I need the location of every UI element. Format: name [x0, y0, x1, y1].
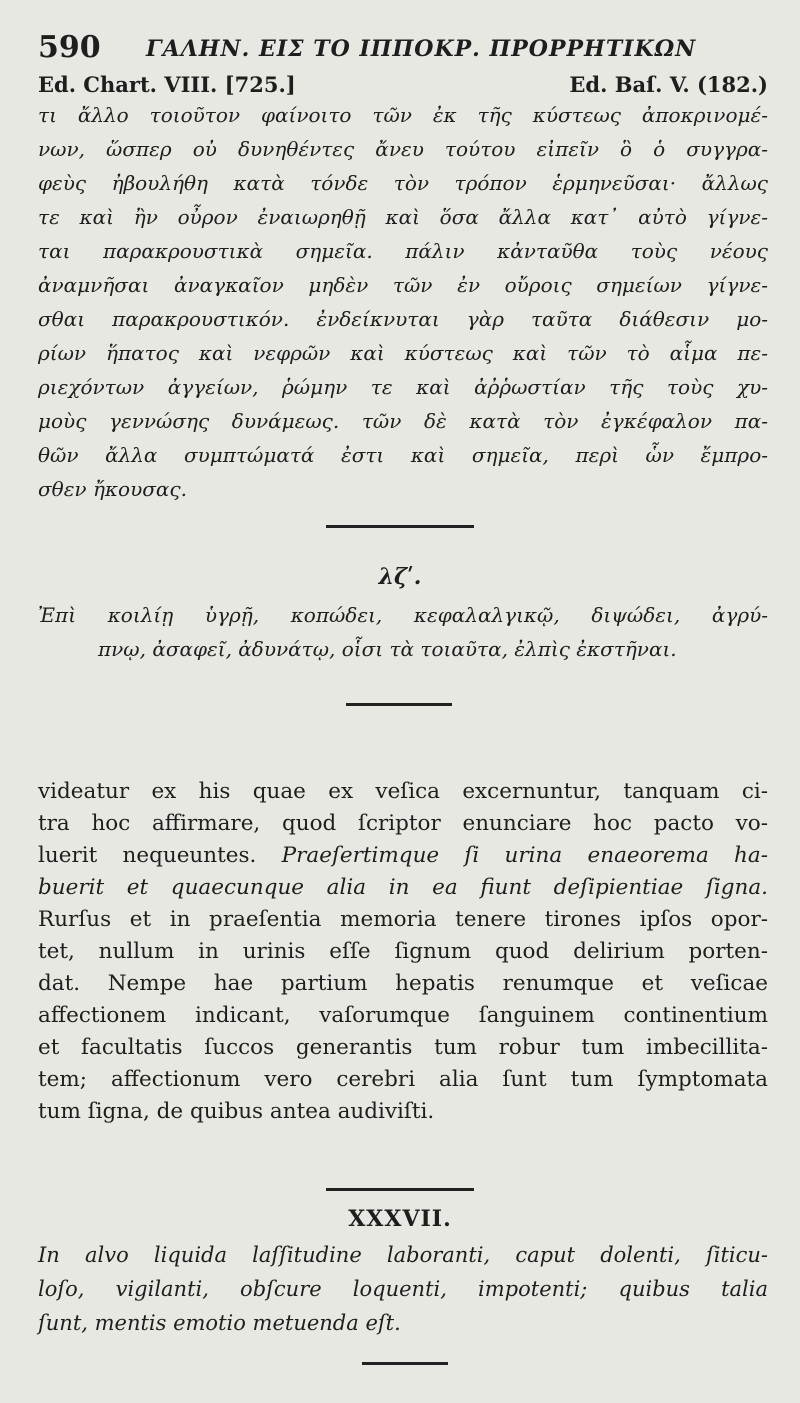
page-header: [38, 30, 768, 64]
latin-aphorism: [38, 1238, 768, 1340]
greek-commentary-line: μοὺς γεννώσης δυνάμεως. τῶν δὲ κατὰ τὸν ἐγκέφαλον πα-: [38, 409, 768, 433]
greek-commentary-line: τι ἄλλο τοιοῦτον φαίνοιτο τῶν ἐκ τῆς κύστεως ἀποκρινομέ-: [38, 103, 768, 127]
text-run: tem; affectionum vero cerebri alia ſunt tum ſymptomata: [38, 1067, 768, 1092]
divider-rule: [362, 1362, 448, 1365]
text-run: dat. Nempe hae partium hepatis renumque et veſicae: [38, 971, 768, 996]
text-run: luerit nequeuntes.: [38, 843, 282, 868]
text-run: Rurſus et in praeſentia memoria tenere tirones ipſos opor-: [38, 907, 768, 932]
text-run: tet, nullum in urinis eſſe ſignum quod delirium porten-: [38, 939, 768, 964]
divider-rule: [326, 1188, 474, 1191]
greek-commentary-line: ριεχόντων ἀγγείων, ῥώμην τε καὶ ἀῤῥωστίαν τῆς τοὺς χυ-: [38, 375, 768, 399]
latin-aphorism-line: In alvo liquida laſſitudine laboranti, caput dolenti, ſiticu-: [38, 1243, 768, 1267]
greek-commentary-line: φεὺς ἠβουλήθη κατὰ τόνδε τὸν τρόπον ἑρμηνεῦσαι· ἄλλως: [38, 171, 768, 195]
latin-commentary-line: [38, 968, 768, 1000]
latin-commentary-line: [38, 1032, 768, 1064]
page-number: 590: [38, 30, 101, 65]
greek-aphorism-line: πνῳ, ἀσαφεῖ, ἀδυνάτῳ, οἷσι τὰ τοιαῦτα, ἐλπὶς ἐκστῆναι.: [98, 637, 677, 661]
latin-commentary-line: [38, 872, 768, 904]
latin-commentary-line: [38, 904, 768, 936]
italic-text-run: buerit et quaecunque alia in ea fiunt deſipientiae ſigna.: [38, 875, 768, 900]
greek-commentary-line: ται παρακρουστικὰ σημεῖα. πάλιν κἀνταῦθα τοὺς νέους: [38, 239, 768, 263]
greek-commentary-line: νων, ὥσπερ οὐ δυνηθέντες ἄνευ τούτου εἰπεῖν ὃ ὁ συγγρα-: [38, 137, 768, 161]
latin-commentary-line: [38, 936, 768, 968]
text-run: tum ſigna, de quibus antea audiviſti.: [38, 1099, 435, 1124]
latin-commentary: [38, 776, 768, 1128]
greek-commentary-line: ρίων ἥπατος καὶ νεφρῶν καὶ κύστεως καὶ τῶν τὸ αἷμα πε-: [38, 341, 768, 365]
latin-commentary-line: [38, 1064, 768, 1096]
text-run: affectionem indicant, vaſorumque ſanguinem continentium: [38, 1003, 768, 1028]
latin-aphorism-line: ſunt, mentis emotio metuenda eſt.: [38, 1311, 401, 1335]
greek-commentary-line: σθαι παρακρουστικόν. ἐνδείκνυται γὰρ ταῦτα διάθεσιν μο-: [38, 307, 768, 331]
edition-chartier-reference: Ed. Chart. VIII. [725.]: [38, 72, 296, 97]
divider-rule: [326, 525, 474, 528]
text-run: et facultatis ſuccos generantis tum robur tum imbecillita-: [38, 1035, 768, 1060]
running-title: ΓΑΛΗΝ. ΕΙΣ ΤΟ ΙΠΠΟΚΡ. ΠΡΟΡΡΗΤΙΚΩΝ: [146, 36, 697, 62]
text-run: videatur ex his quae ex veſica excernuntur, tanquam ci-: [38, 779, 768, 804]
latin-commentary-line: [38, 808, 768, 840]
latin-commentary-line: [38, 1000, 768, 1032]
latin-commentary-line: [38, 776, 768, 808]
edition-reference-line: [38, 72, 768, 100]
greek-section-number: λζʹ.: [378, 564, 422, 590]
italic-text-run: Praeſertimque ſi urina enaeorema ha-: [281, 843, 768, 868]
text-run: tra hoc affirmare, quod ſcriptor enunciare hoc pacto vo-: [38, 811, 768, 836]
greek-commentary-line: τε καὶ ἢν οὖρον ἐναιωρηθῇ καὶ ὅσα ἄλλα κατ᾽ αὐτὸ γίγνε-: [38, 205, 768, 229]
greek-aphorism-line: Ἐπὶ κοιλίῃ ὑγρῇ, κοπώδει, κεφαλαλγικῷ, διψώδει, ἀγρύ-: [38, 603, 768, 627]
greek-aphorism: [38, 598, 768, 666]
edition-basel-reference: Ed. Baſ. V. (182.): [569, 72, 768, 97]
latin-section-number: XXXVII.: [348, 1206, 452, 1232]
greek-commentary-line: σθεν ἤκουσας.: [38, 477, 187, 501]
greek-commentary: [38, 98, 768, 506]
divider-rule: [346, 703, 452, 706]
latin-commentary-line: [38, 840, 768, 872]
greek-commentary-line: θῶν ἄλλα συμπτώματά ἐστι καὶ σημεῖα, περὶ ὧν ἔμπρο-: [38, 443, 768, 467]
latin-aphorism-line: loſo, vigilanti, obſcure loquenti, impotenti; quibus talia: [38, 1277, 768, 1301]
greek-commentary-line: ἀναμνῆσαι ἀναγκαῖον μηδὲν τῶν ἐν οὔροις σημείων γίγνε-: [38, 273, 768, 297]
latin-commentary-line: [38, 1096, 768, 1128]
